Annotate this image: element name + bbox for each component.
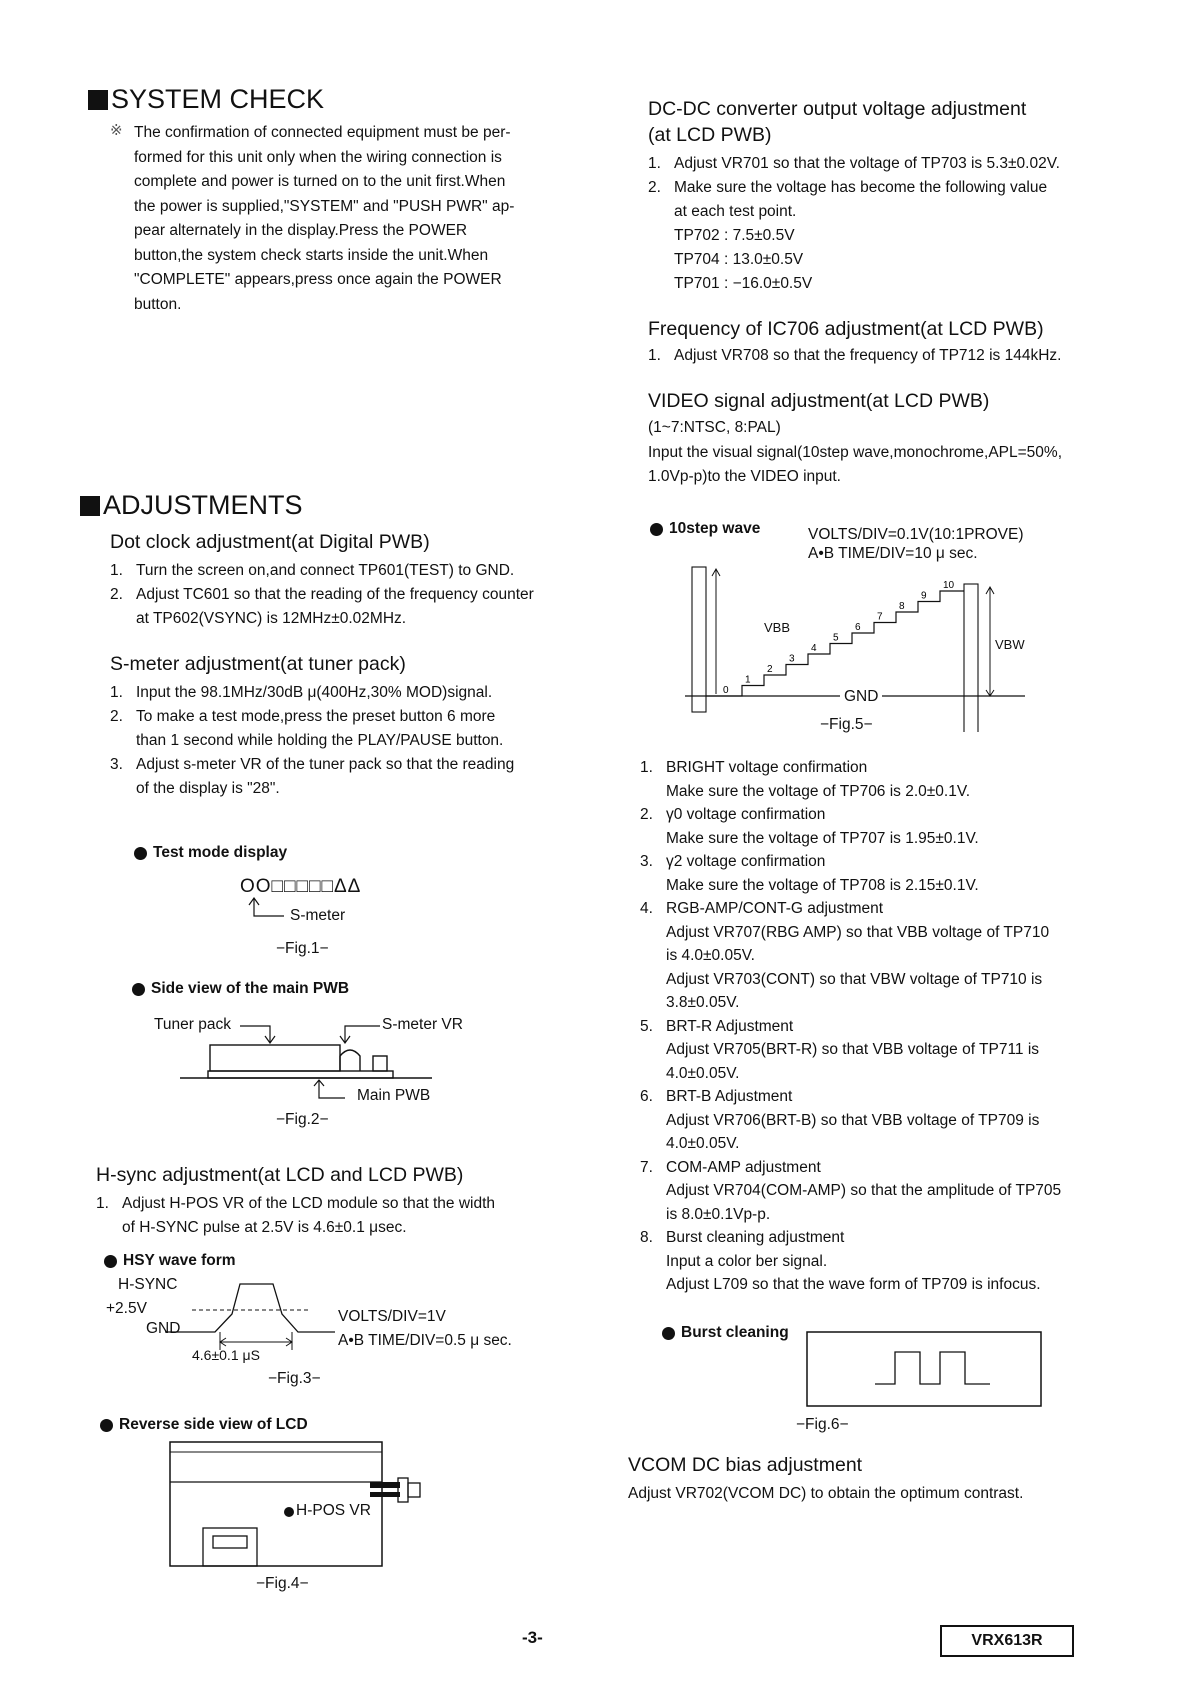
item-line: Adjust VR708 so that the frequency of TP712 is 144kHz.	[674, 347, 1062, 364]
item-number: 6.	[640, 1088, 653, 1105]
system-check-note	[110, 121, 588, 317]
list-item	[110, 559, 600, 583]
item-body	[122, 1192, 495, 1240]
item-number: 2.	[640, 806, 653, 823]
step-label: 0	[723, 685, 729, 696]
text-line: Input the visual signal(10step wave,monochrome,APL=50%,	[648, 443, 1063, 461]
item-line: Make sure the voltage of TP707 is 1.95±0.1V.	[666, 829, 979, 847]
text-line: (1~7:NTSC, 8:PAL)	[648, 419, 781, 436]
dcdc-heading-line2: (at LCD PWB)	[648, 124, 772, 146]
side-view-bullet	[132, 980, 349, 998]
h-pos-vr-label: H-POS VR	[296, 1502, 371, 1519]
step-label: 3	[789, 653, 795, 665]
item-body	[674, 344, 1061, 368]
s-meter-pointer-label: S-meter	[290, 907, 346, 924]
reverse-side-bullet	[100, 1416, 308, 1434]
item-body	[674, 152, 1060, 176]
list-item	[96, 1192, 596, 1240]
model-box	[940, 1625, 1074, 1657]
system-check-title	[88, 84, 588, 115]
bullet-icon	[134, 847, 147, 860]
item-body	[666, 897, 1049, 1015]
dcdc-heading-line1: DC-DC converter output voltage adjustment	[648, 98, 1027, 120]
item-line: BRT-B Adjustment	[666, 1088, 793, 1105]
page-number: -3-	[522, 1628, 543, 1647]
list-item	[640, 1226, 1120, 1297]
hsy-volts-div: VOLTS/DIV=1V	[338, 1308, 446, 1325]
step-label: 10	[943, 580, 955, 591]
item-body	[674, 176, 1047, 296]
step-label: 7	[877, 611, 883, 623]
list-item	[110, 583, 600, 631]
item-line: RGB-AMP/CONT-G adjustment	[666, 900, 884, 917]
item-number: 8.	[640, 1229, 653, 1246]
test-mode-label: Test mode display	[153, 844, 288, 861]
right-column	[648, 96, 1128, 490]
burst-waveform	[805, 1330, 1045, 1410]
list-item	[640, 850, 1120, 897]
item-body	[666, 1015, 1039, 1086]
ten-step-gnd-label: GND	[840, 688, 882, 706]
vcom-heading: VCOM DC bias adjustment	[628, 1454, 863, 1476]
item-line: of the display is "28".	[136, 780, 280, 797]
item-line: TP701 : −16.0±0.5V	[674, 275, 813, 292]
vcom-section	[628, 1452, 1108, 1507]
item-number: 5.	[640, 1017, 653, 1035]
item-number: 1.	[640, 759, 653, 776]
test-mode-bullet	[134, 844, 287, 862]
vbw-label: VBW	[995, 637, 1025, 652]
item-line: Adjust VR707(RBG AMP) so that VBB voltage of TP710	[666, 923, 1050, 941]
tuner-pack-label: Tuner pack	[154, 1016, 231, 1033]
text-line: 1.0Vp-p)to the VIDEO input.	[648, 468, 841, 485]
fig2-caption: −Fig.2−	[276, 1111, 329, 1128]
item-number: 1.	[110, 684, 123, 701]
hsync-items	[96, 1192, 596, 1240]
item-line: 4.0±0.05V.	[666, 1135, 740, 1152]
section-square-icon	[88, 90, 108, 110]
fig1-caption: −Fig.1−	[276, 940, 329, 957]
item-line: Adjust s-meter VR of the tuner pack so that the reading	[136, 756, 515, 773]
item-number: 1.	[96, 1195, 109, 1212]
hsy-waveform	[160, 1280, 340, 1352]
item-line: is 8.0±0.1Vp-p.	[666, 1205, 771, 1223]
item-line: Input a color ber signal.	[666, 1252, 828, 1270]
list-item	[640, 1156, 1120, 1227]
section-square-icon	[80, 496, 100, 516]
video-lines	[648, 416, 1128, 490]
dot-clock-items	[110, 559, 600, 631]
s-meter-items	[110, 681, 600, 801]
fig5-caption: −Fig.5−	[820, 716, 873, 733]
item-line: Make sure the voltage of TP706 is 2.0±0.1V.	[666, 782, 971, 800]
item-line: Turn the screen on,and connect TP601(TEST) to GND.	[136, 562, 515, 579]
hsy-wave-label: HSY wave form	[123, 1252, 236, 1269]
item-line: BRIGHT voltage confirmation	[666, 759, 868, 776]
freq-section	[648, 316, 1128, 368]
item-body	[666, 1085, 1039, 1156]
hsync-signal-label: H-SYNC	[118, 1276, 178, 1293]
list-item	[110, 705, 600, 753]
hsy-time-div: A•B TIME/DIV=0.5 μ sec.	[338, 1332, 512, 1349]
text-line: button,the system check starts inside the unit.When	[134, 246, 489, 264]
note-mark: ※	[110, 122, 123, 139]
test-mode-display: OO□□□□□ΔΔ	[240, 876, 362, 897]
step-label: 1	[745, 674, 751, 686]
item-line: 4.0±0.05V.	[666, 1064, 740, 1082]
bullet-icon	[650, 523, 663, 536]
item-body	[666, 850, 979, 897]
main-pwb-label: Main PWB	[357, 1087, 431, 1104]
step-labels	[723, 580, 955, 696]
freq-items	[648, 344, 1128, 368]
ten-step-bullet	[650, 520, 760, 538]
burst-bullet	[662, 1324, 789, 1342]
list-item	[648, 344, 1128, 368]
fig4-caption: −Fig.4−	[256, 1575, 309, 1592]
item-line: Adjust H-POS VR of the LCD module so that the width	[122, 1195, 496, 1212]
gnd-label: GND	[146, 1320, 181, 1337]
item-body	[666, 1156, 1061, 1227]
freq-heading: Frequency of IC706 adjustment(at LCD PWB)	[648, 318, 1044, 340]
item-number: 1.	[110, 562, 123, 579]
item-line: Input the 98.1MHz/30dB μ(400Hz,30% MOD)signal.	[136, 684, 493, 701]
item-body	[136, 559, 514, 583]
s-meter-heading: S-meter adjustment(at tuner pack)	[110, 653, 406, 675]
adjustments-section	[80, 490, 600, 801]
item-line: BRT-R Adjustment	[666, 1017, 794, 1035]
text-line: pear alternately in the display.Press the POWER	[134, 222, 468, 239]
item-line: γ2 voltage confirmation	[666, 853, 826, 870]
item-line: Adjust VR706(BRT-B) so that VBB voltage of TP709 is	[666, 1111, 1040, 1129]
item-number: 2.	[648, 179, 661, 196]
item-body	[666, 1226, 1041, 1297]
list-item	[640, 1015, 1120, 1086]
item-number: 2.	[110, 708, 123, 725]
bullet-icon	[104, 1255, 117, 1268]
item-body	[136, 705, 503, 753]
item-line: Adjust TC601 so that the reading of the frequency counter	[136, 586, 534, 603]
bullet-icon	[662, 1327, 675, 1340]
item-number: 1.	[648, 155, 661, 172]
item-line: Burst cleaning adjustment	[666, 1229, 845, 1246]
side-view-label: Side view of the main PWB	[151, 980, 350, 997]
item-line: at each test point.	[674, 203, 797, 220]
item-line: at TP602(VSYNC) is 12MHz±0.02MHz.	[136, 610, 407, 627]
text-line: "COMPLETE" appears,press once again the POWER	[134, 271, 502, 288]
item-line: Adjust VR705(BRT-R) so that VBB voltage of TP711 is	[666, 1041, 1040, 1058]
item-line: Adjust VR703(CONT) so that VBW voltage of TP710 is	[666, 970, 1043, 988]
pulse-width-label: 4.6±0.1 μS	[192, 1347, 260, 1363]
dot-clock-heading: Dot clock adjustment(at Digital PWB)	[110, 531, 430, 553]
hsync-section	[96, 1162, 596, 1240]
model-number: VRX613R	[971, 1632, 1043, 1649]
item-number: 7.	[640, 1158, 653, 1176]
bullet-icon	[100, 1419, 113, 1432]
reverse-side-label: Reverse side view of LCD	[119, 1416, 308, 1433]
adjustments-title	[80, 490, 600, 521]
item-line: than 1 second while holding the PLAY/PAUSE button.	[136, 732, 504, 749]
item-line: COM-AMP adjustment	[666, 1158, 821, 1176]
ten-step-waveform	[680, 562, 1030, 732]
vbb-label: VBB	[764, 620, 791, 635]
item-number: 4.	[640, 900, 653, 917]
list-item	[640, 897, 1120, 1015]
item-line: TP702 : 7.5±0.5V	[674, 227, 795, 244]
list-item	[640, 756, 1120, 803]
item-line: Adjust L709 so that the wave form of TP709 is infocus.	[666, 1276, 1041, 1293]
item-body	[136, 583, 534, 631]
item-body	[136, 753, 514, 801]
item-line: 3.8±0.05V.	[666, 994, 740, 1011]
list-item	[648, 176, 1128, 296]
ten-step-label: 10step wave	[669, 520, 761, 537]
item-line: Adjust VR704(COM-AMP) so that the amplitude of TP705	[666, 1182, 1062, 1199]
item-body	[666, 756, 970, 803]
text-line: The confirmation of connected equipment must be per-	[134, 124, 511, 141]
step-label: 2	[767, 664, 773, 675]
bullet-icon	[132, 983, 145, 996]
item-line: γ0 voltage confirmation	[666, 806, 826, 823]
fig6-caption: −Fig.6−	[796, 1416, 849, 1433]
item-line: Make sure the voltage of TP708 is 2.15±0.1V.	[666, 876, 979, 894]
s-meter-vr-label: S-meter VR	[382, 1016, 463, 1033]
s-meter-section	[110, 651, 600, 801]
text-line: the power is supplied,"SYSTEM" and "PUSH PWR" ap-	[134, 197, 515, 215]
system-check-title-text: SYSTEM CHECK	[111, 84, 325, 114]
v25-label: +2.5V	[106, 1300, 147, 1317]
video-section	[648, 388, 1128, 490]
step-label: 8	[899, 601, 905, 612]
burst-label: Burst cleaning	[681, 1324, 789, 1341]
video-heading: VIDEO signal adjustment(at LCD PWB)	[648, 390, 990, 412]
text-line: complete and power is turned on to the unit first.When	[134, 173, 506, 190]
item-body	[666, 803, 979, 850]
confirmation-list	[640, 756, 1120, 1297]
list-item	[110, 753, 600, 801]
step-label: 9	[921, 590, 927, 602]
vcom-body: Adjust VR702(VCOM DC) to obtain the optimum contrast.	[628, 1485, 1024, 1502]
item-number: 1.	[648, 347, 661, 364]
item-line: To make a test mode,press the preset button 6 more	[136, 708, 496, 725]
list-item	[110, 681, 600, 705]
item-body	[136, 681, 492, 705]
item-number: 2.	[110, 586, 123, 603]
step-label: 6	[855, 622, 861, 633]
item-line: of H-SYNC pulse at 2.5V is 4.6±0.1 μsec.	[122, 1219, 407, 1236]
dcdc-items	[648, 152, 1128, 296]
step-label: 5	[833, 632, 839, 644]
text-line: button.	[134, 295, 182, 313]
list-item	[648, 152, 1128, 176]
ten-step-volts-div: VOLTS/DIV=0.1V(10:1PROVE)	[808, 526, 1024, 543]
hsy-wave-bullet	[104, 1252, 236, 1270]
step-label: 4	[811, 643, 817, 654]
item-number: 3.	[640, 853, 653, 870]
ten-step-time-div: A•B TIME/DIV=10 μ sec.	[808, 545, 978, 562]
fig3-caption: −Fig.3−	[268, 1370, 321, 1387]
item-line: TP704 : 13.0±0.5V	[674, 251, 804, 268]
item-number: 3.	[110, 756, 123, 773]
system-check-body	[134, 121, 514, 317]
list-item	[640, 803, 1120, 850]
hsync-heading: H-sync adjustment(at LCD and LCD PWB)	[96, 1164, 464, 1186]
item-line: Make sure the voltage has become the following value	[674, 179, 1048, 196]
adjustments-title-text: ADJUSTMENTS	[103, 490, 303, 520]
left-column	[88, 84, 588, 317]
text-line: formed for this unit only when the wiring connection is	[134, 148, 502, 166]
item-line: Adjust VR701 so that the voltage of TP703 is 5.3±0.02V.	[674, 155, 1060, 172]
dot-clock-section	[110, 529, 600, 631]
item-line: is 4.0±0.05V.	[666, 947, 755, 964]
list-item	[640, 1085, 1120, 1156]
